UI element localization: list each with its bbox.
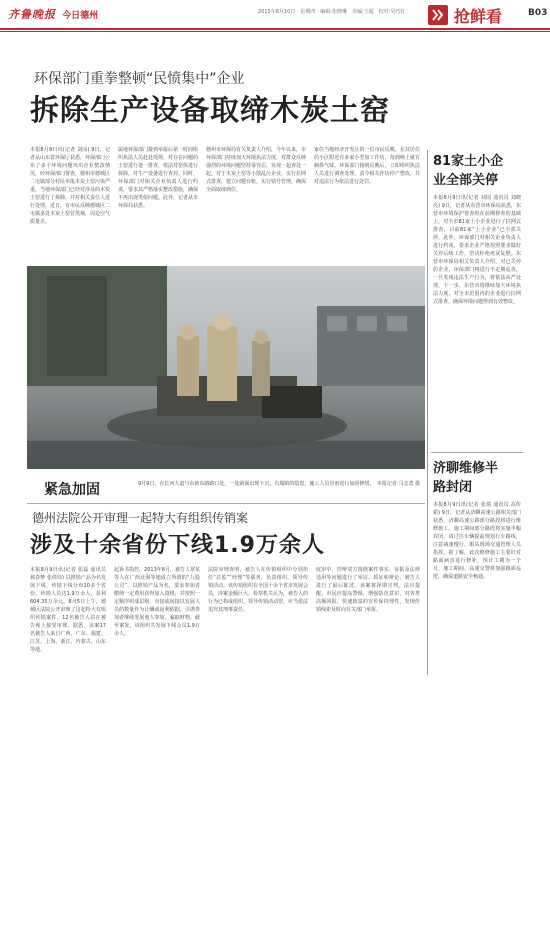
section-name: 今日德州 [62,11,99,21]
article1-headline: 拆除生产设备取缔木炭土窑 [30,93,391,127]
article1-column-1: 本报8月9日讯(记者 刘园) 9日，记者从山东省环保厅获悉，环保部门公布了多个环境问题突出企业整改情况，经环保部门督查，德州市德城区二屯镇部分村民举报木炭土窑污染严重，当地环保部门已经对涉及的木炭土窑进行了拆除，并对相关责任人进行处理。近日，有市民反映德城区二屯镇多处木炭土窑冒黑烟，周边空气质量差。 [30,147,110,225]
article2-headline: 涉及十余省份下线1.9万余人 [30,533,325,558]
sidebar-separator [431,452,523,453]
sidebar1-body: 本报8月9日讯(记者 刘园 通讯员 刘晓亮) 9日，记者从东营市环保局获悉，东营市环境保护督查组在前期督查的基础上，对全市81家土小企业进行了拉网式排查，目前81家“土小企业”已全部关停。此外，环保部门对相关企业负责人进行约谈，要求企业严格按照要求做好关停后续工作，坚决杜绝死灰复燃。东营市环保局相关负责人介绍，对已关停的企业，环保部门将进行不定期巡查，一旦发现违法生产行为，将依法从严处理。下一步，东营市将继续加大环境执法力度，对全市范围内的企业进行拉网式排查，确保环境问题得到有效整改。 [433,195,521,305]
article2-column-2: 起诉书指控，2013年8月，被告人覃某等人在广西北海等地成立所谓的“九股公司”，以推销产品为名，要求参加者缴纳一定费用获得加入资格，并按照一定顺序组成层级，直接或间接以发展人员的数量作为计酬或返利依据，引诱参加者继续发展他人参加，骗取财物。截至案发，该组织共发展下线会员1.9万余人。 [114,567,200,637]
article1-column-3: 德州市环保局有关负责人介绍，今年以来，市环保部门持续加大环境执法力度，对群众反映强烈的环境问题坚持零容忍，发现一起查处一起。对于木炭土窑等小散乱污企业，实行拉网式排查，建立问题台账，实行销号管理，确保全面取缔到位。 [206,147,306,193]
article1-column-4: 家住当地经济开发区的一位市民反映，在其居住的小区附近有多家小型加工作坊，每到晚上就有刺鼻气味，环保部门接到反映后，立即组织执法人员进行调查处理，责令相关作坊停产整改，并对违法行为依法进行处罚。 [314,147,420,185]
photo-caption-title: 紧急加固 [44,482,100,498]
sidebar1-headline: 81家土小企业全部关停 [433,154,504,188]
masthead [8,6,98,22]
sidebar2-headline: 济聊维修半路封闭 [433,461,499,495]
sidebar2-body: 本报8月9日讯(记者 张倩 通讯员 高传韬) 9日，记者从济聊高速公路相关部门获悉，济聊高速公路部分路段将进行维修施工，施工期间部分路段将实施半幅封闭，请过往车辆提前规划行车路线，注意减速慢行，服从现场交通管理人员指挥。据了解，此次维修施工主要针对路面病害进行修补，预计工期为一个月。施工期间，高速交警将加强路面巡逻，确保道路安全畅通。 [433,502,521,580]
news-photo [27,266,425,469]
section-divider [27,503,425,504]
header-divider [0,28,550,30]
article2-column-3: 法院审理查明，被告人在传销组织中分别担任“总监”“经理”等职务，负责组织、领导传销活动。该传销组织在全国十余个省市发展会员，涉案金额巨大。检察机关认为，被告人的行为已构成组织、领导传销活动罪，应当依法追究其刑事责任。 [208,567,308,613]
article1-column-2: 属地环保部门接到举报后第一时间组织执法人员赶赴现场，对存在问题的土窑进行逐一排查，依法对窑体进行拆除，对生产设备进行查封。同时，环保部门对相关企业负责人进行约谈，要求其严格落实整改措施，确保不再出现类似问题。此外，记者从市环保局获悉。 [118,147,198,209]
article1-kicker: 环保部门重拳整顿“民愤集中”企业 [34,71,245,87]
article2-column-1: 本报8月9日讯(记者 张磊 通讯员 郝春梦 张倩玮) 以推销产品为名发展下线，传销下线分布10多个省份，传销人员达1.9万余人，获利604.35万余元。8月5日上午，德城区法院公开审理了这起特大有组织传销案件，12名被告人站在被告席上接受审理。据悉，该案17名被告人来自广西、广东、福建、江苏、上海、浙江、内蒙古、山东等地。 [30,567,106,653]
photo-caption-text: 9月9日，在长河大道与东新东路路口处，一处路面出现下沉，有塌陷的隐患，施工人员冒雨进行加固修缮。 本报记者 马志勇 摄 [138,481,421,487]
page-number: B03 [528,8,548,18]
flag-icon [428,5,448,25]
page-title: 抢鲜看 [454,7,503,26]
article2-column-4: 庭审中，控辩双方围绕案件事实、证据及法律适用等问题进行了举证、质证和辩论，被告人进行了最后陈述。该案将择期宣判。法官提醒，市民应提高警惕，增强防范意识，对各类高额回报、快速致富的宣传保持理性，发现传销线索及时向有关部门举报。 [316,567,420,613]
newspaper-logo: 齐鲁晚报 [8,8,56,21]
issue-meta: 2015年8月10日 星期四 编辑:张晓琳 美编:王超 校对:吴巧红 [258,9,406,15]
sidebar-divider [427,150,428,675]
article2-kicker: 德州法院公开审理一起特大有组织传销案 [32,511,249,525]
header-divider-thin [0,31,550,32]
